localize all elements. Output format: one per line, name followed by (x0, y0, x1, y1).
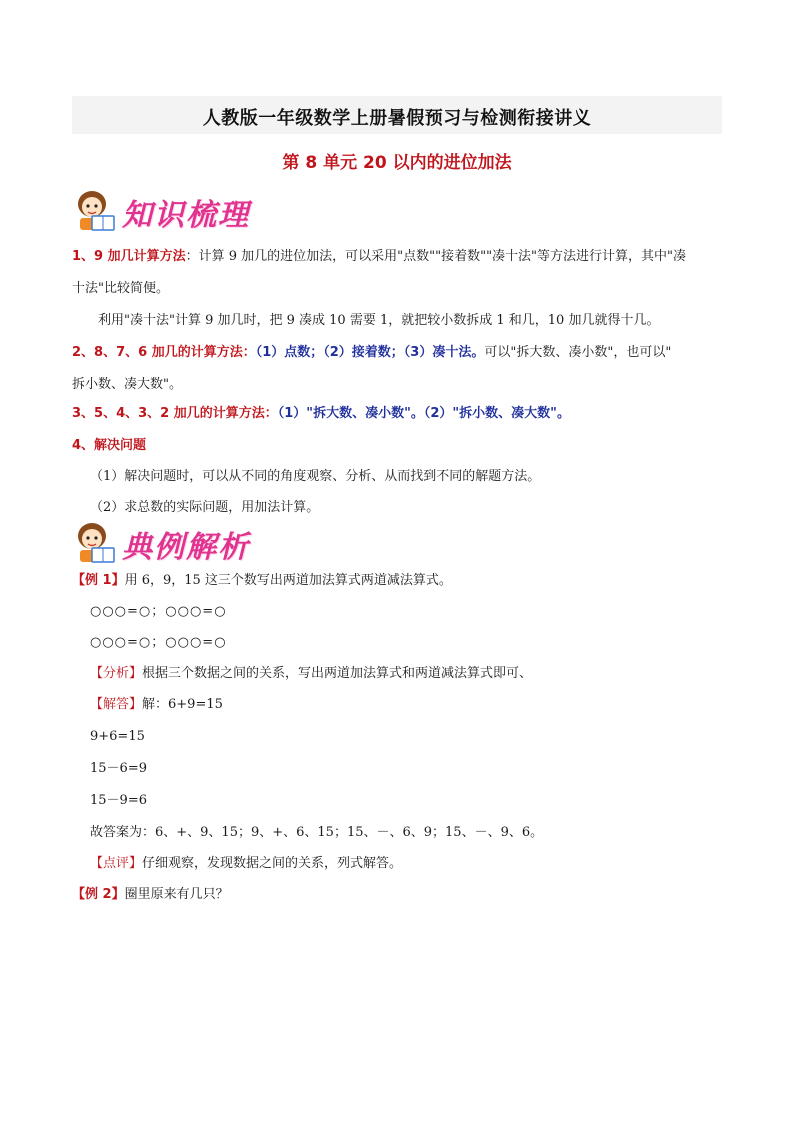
equation-3: 15－6=9 (90, 761, 147, 776)
point-3-line: 3、5、4、3、2 加几的计算方法：（1）"拆大数、凑小数"。（2）"拆小数、凑大数"。 (72, 406, 570, 421)
point-1-line-a: 1、9 加几计算方法：计算 9 加几的进位加法，可以采用"点数""接着数""凑十法"等方法进行计算，其中"凑 (72, 249, 687, 264)
point-2-line-b: 拆小数、凑大数"。 (72, 377, 182, 392)
comment-line: 【点评】仔细观察，发现数据之间的关系，列式解答。 (90, 856, 403, 871)
answer-line: 【解答】解：6+9=15 (90, 697, 223, 712)
point-3-label: 3、5、4、3、2 加几的计算方法： (72, 406, 278, 421)
point-1-line-c: 利用"凑十法"计算 9 加几时，把 9 凑成 10 需要 1，就把较小数拆成 1 和几，10 加几就得十几。 (98, 313, 660, 328)
point-2-label: 2、8、7、6 加几的计算方法： (72, 345, 256, 360)
example-1-question: 【例 1】用 6，9，15 这三个数写出两道加法算式两道减法算式。 (72, 573, 452, 588)
blank-equation-row-1: ○○○=○；○○○=○ (90, 604, 227, 619)
answer-tag: 【解答】 (90, 697, 143, 712)
unit-subtitle: 第 8 单元 20 以内的进位加法 (282, 153, 512, 173)
final-answer: 故答案为：6、+、9、15；9、+、6、15；15、－、6、9；15、－、9、6。 (90, 825, 544, 840)
analysis-line: 【分析】根据三个数据之间的关系，写出两道加法算式和两道减法算式即可、 (90, 666, 533, 681)
equation-4: 15－9=6 (90, 793, 147, 808)
examples-section-header (72, 520, 292, 568)
girl-reading-icon (72, 188, 120, 234)
example-1-tag: 【例 1】 (72, 573, 125, 588)
point-2-line-a: 2、8、7、6 加几的计算方法：（1）点数；（2）接着数；（3）凑十法。可以"拆大数、凑小数"，也可以" (72, 345, 672, 360)
point-1-label: 1、9 加几计算方法 (72, 249, 186, 264)
point-4-item-1: （1）解决问题时，可以从不同的角度观察、分析、从而找到不同的解题方法。 (90, 469, 541, 484)
point-4-item-2: （2）求总数的实际问题，用加法计算。 (90, 500, 320, 515)
knowledge-section-header (72, 188, 292, 236)
point-1-line-b: 十法"比较简便。 (72, 281, 169, 296)
girl-reading-icon (72, 520, 120, 566)
document-title: 人教版一年级数学上册暑假预习与检测衔接讲义 (202, 108, 592, 129)
example-2-tag: 【例 2】 (72, 887, 125, 902)
example-2-question: 【例 2】圈里原来有几只？ (72, 887, 229, 902)
analysis-tag: 【分析】 (90, 666, 143, 681)
knowledge-section-title: 知识梳理 (122, 198, 250, 233)
comment-tag: 【点评】 (90, 856, 143, 871)
blank-equation-row-2: ○○○=○；○○○=○ (90, 635, 227, 650)
point-4-label: 4、解决问题 (72, 438, 147, 453)
equation-2: 9+6=15 (90, 729, 145, 744)
examples-section-title: 典例解析 (122, 530, 250, 565)
